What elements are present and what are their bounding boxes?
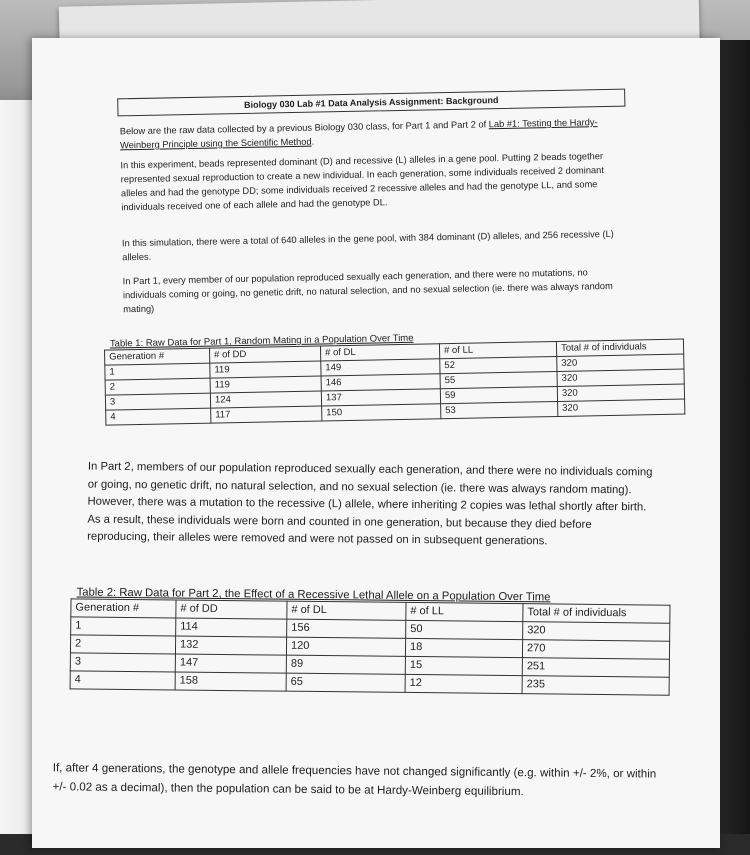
table-cell: 270 bbox=[522, 640, 669, 660]
table-cell: 132 bbox=[175, 636, 286, 655]
table-cell: 147 bbox=[175, 654, 286, 673]
table1-header-cell: # of LL bbox=[439, 341, 556, 358]
page-lower-section bbox=[28, 458, 720, 855]
table-cell: 53 bbox=[441, 401, 558, 418]
table-cell: 320 bbox=[557, 354, 684, 371]
table-cell: 50 bbox=[406, 620, 523, 639]
table-cell: 320 bbox=[523, 622, 670, 642]
intro-prefix: Below are the raw data collected by a previous Biology 030 class, for Part 1 and Part 2 of bbox=[119, 119, 489, 137]
table-cell: 158 bbox=[175, 672, 286, 691]
table-cell: 320 bbox=[558, 399, 685, 416]
table2-header-cell: Generation # bbox=[71, 599, 176, 618]
simulation-paragraph: In this simulation, there were a total of 640 alleles in the gene pool, with 384 dominant (D) alleles, and 256 recessive (L) alleles. bbox=[121, 228, 614, 263]
table-cell: 12 bbox=[405, 674, 522, 693]
table2 bbox=[70, 598, 671, 695]
table-cell: 1 bbox=[105, 363, 210, 380]
table-cell: 65 bbox=[286, 673, 405, 692]
table-cell: 3 bbox=[105, 393, 210, 410]
table2-header-cell: # of LL bbox=[406, 602, 523, 621]
table-cell: 52 bbox=[440, 356, 557, 373]
table-cell: 1 bbox=[71, 617, 176, 636]
table1-header-cell: Total # of individuals bbox=[556, 339, 683, 356]
table-cell: 320 bbox=[557, 369, 684, 386]
table-cell: 89 bbox=[286, 655, 405, 674]
table1-header-cell: Generation # bbox=[105, 348, 210, 365]
document-page bbox=[32, 38, 720, 848]
table-cell: 150 bbox=[322, 404, 441, 421]
table1 bbox=[104, 339, 685, 426]
table-cell: 235 bbox=[522, 676, 669, 696]
table1-caption: Table 1: Raw Data for Part 1, Random Mating in a Population Over Time bbox=[109, 332, 414, 350]
table-cell: 2 bbox=[105, 378, 210, 395]
table-cell: 55 bbox=[440, 371, 557, 388]
table-cell: 120 bbox=[286, 637, 405, 656]
table-cell: 137 bbox=[321, 389, 440, 406]
intro-paragraph bbox=[120, 115, 630, 153]
table1-header-cell: # of DD bbox=[209, 346, 320, 363]
table-cell: 124 bbox=[210, 391, 321, 408]
part1-paragraph: In Part 1, every member of our population reproduced sexually each generation, and there were no mutations, no individuals coming or going, no genetic drift, no natural selection, and no sexual selection (ie. there was always random mating) bbox=[122, 267, 613, 315]
table-cell: 146 bbox=[321, 374, 440, 391]
table-cell: 4 bbox=[106, 408, 211, 425]
table-cell: 3 bbox=[70, 653, 175, 672]
table-cell: 2 bbox=[70, 635, 175, 654]
table-cell: 251 bbox=[522, 658, 669, 678]
equilibrium-note: If, after 4 generations, the genotype and allele frequencies have not changed significantly (e.g. within +/- 2%, or within +/- 0.02 as a decimal), then the population can be said to be at Hardy-Weinberg equilibrium. bbox=[52, 761, 657, 799]
intro-suffix: . bbox=[311, 136, 315, 147]
document-title: Biology 030 Lab #1 Data Analysis Assignment: Background bbox=[117, 89, 625, 117]
table-cell: 320 bbox=[557, 384, 684, 401]
part2-paragraph: In Part 2, members of our population reproduced sexually each generation, and there were no individuals coming or going, no genetic drift, no natural selection, and no sexual selection (ie. there was always random mating). However, there was a mutation to the recessive (L) allele, where inheriting 2 copies was lethal shortly after birth. As a result, these individuals were born and counted in one generation, but because they died before reproducing, their alleles were removed and were not passed on in subsequent generations. bbox=[87, 460, 653, 548]
lab-title-link: Lab #1: Testing the Hardy-Weinberg Principle using the Scientific Method bbox=[119, 117, 598, 151]
table-cell: 59 bbox=[440, 386, 557, 403]
table2-header-cell: Total # of individuals bbox=[523, 604, 670, 624]
table2-header-cell: # of DL bbox=[287, 601, 406, 620]
table1-header-cell: # of DL bbox=[320, 344, 439, 361]
table-cell: 119 bbox=[210, 376, 321, 393]
table2-caption: Table 2: Raw Data for Part 2, the Effect of a Recessive Lethal Allele on a Population Over Time bbox=[76, 586, 551, 604]
experiment-paragraph: In this experiment, beads represented dominant (D) and recessive (L) alleles in a gene pool. Putting 2 beads together represented sexual reproduction to create a new individual. In each generation, some individuals received 2 dominant alleles and had the genotype DD; some individuals received 2 recessive alleles and had the genotype LL, and some individuals received one of each allele and had the genotype DL. bbox=[120, 151, 604, 213]
table2-header-cell: # of DD bbox=[176, 600, 287, 619]
table-cell: 149 bbox=[321, 359, 440, 376]
table-cell: 117 bbox=[211, 406, 322, 423]
table-cell: 119 bbox=[210, 361, 321, 378]
page-upper-section bbox=[32, 25, 728, 458]
table-cell: 114 bbox=[176, 618, 287, 637]
table-cell: 156 bbox=[287, 619, 406, 638]
table-cell: 15 bbox=[405, 656, 522, 675]
table-cell: 4 bbox=[70, 671, 175, 690]
table-cell: 18 bbox=[405, 638, 522, 657]
